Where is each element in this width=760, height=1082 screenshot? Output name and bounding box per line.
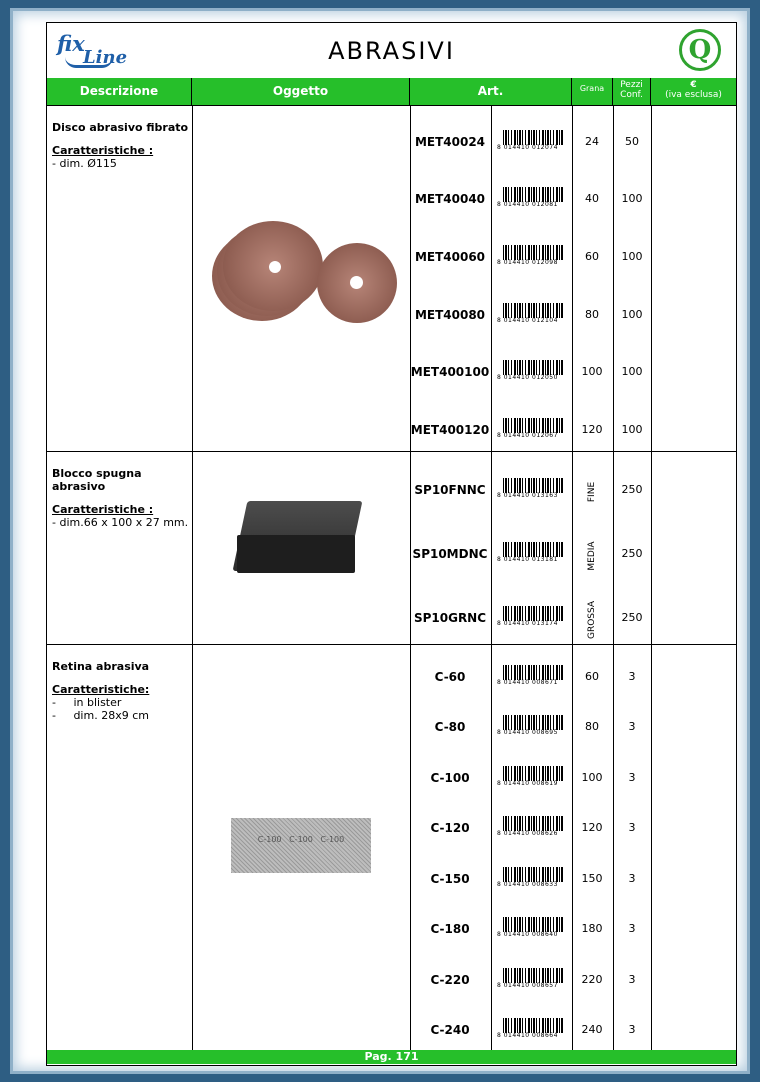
barcode — [495, 418, 567, 440]
article-code: C-120 — [430, 821, 470, 835]
grana-value: 80 — [585, 308, 599, 321]
barcode-bars — [503, 1018, 563, 1033]
spec-item: - dim. 28x9 cm — [52, 709, 149, 722]
barcode — [495, 360, 567, 382]
grana-value: 40 — [585, 192, 599, 205]
barcode — [495, 715, 567, 737]
article-code: MET400100 — [410, 365, 490, 379]
header-bottom-line — [47, 105, 736, 106]
barcode-bars — [503, 968, 563, 983]
pezzi-value: 250 — [621, 483, 643, 496]
spec-item: - dim.66 x 100 x 27 mm. — [52, 516, 189, 529]
logo-text-bottom: Line — [83, 47, 128, 68]
barcode — [495, 130, 567, 152]
grid-line — [572, 105, 573, 1050]
barcode-number: 8 014410 008657 — [497, 982, 558, 989]
barcode-number: 8 014410 008695 — [497, 729, 558, 736]
barcode-number: 8 014410 013163 — [497, 492, 558, 499]
article-code: MET400120 — [410, 423, 490, 437]
article-code: SP10FNNC — [414, 483, 486, 497]
grid-line — [651, 105, 652, 1050]
grana-value: GROSSA — [587, 600, 597, 640]
barcode — [495, 766, 567, 788]
barcode — [495, 187, 567, 209]
mesh-print-text: C-100 C-100 C-100 — [257, 835, 345, 844]
barcode-bars — [503, 130, 563, 145]
col-oggetto: Oggetto — [192, 78, 410, 105]
grana-value: 180 — [581, 922, 603, 935]
characteristics-label: Caratteristiche : — [52, 144, 154, 157]
characteristics-label: Caratteristiche : — [52, 503, 154, 516]
product-name: Disco abrasivo fibrato — [52, 121, 189, 134]
pezzi-value: 3 — [628, 872, 636, 885]
product-name: Blocco spugna — [52, 467, 142, 480]
product-name: Retina abrasiva — [52, 660, 150, 673]
article-code: MET40060 — [414, 250, 486, 264]
barcode-bars — [503, 766, 563, 781]
barcode — [495, 816, 567, 838]
barcode-bars — [503, 303, 563, 318]
product-name-cont: abrasivo — [52, 480, 106, 493]
article-code: SP10MDNC — [412, 547, 488, 561]
section-1-description — [52, 121, 188, 170]
page-frame — [10, 8, 750, 1074]
col-euro: € — [690, 80, 697, 90]
grana-value: 80 — [585, 720, 599, 733]
grana-value: 60 — [585, 250, 599, 263]
barcode-bars — [503, 606, 563, 621]
article-code: C-80 — [434, 720, 466, 734]
pezzi-value: 3 — [628, 771, 636, 784]
barcode-number: 8 014410 013174 — [497, 620, 558, 627]
col-art: Art. — [410, 78, 572, 105]
page-number: Pag. 171 — [47, 1050, 736, 1064]
grana-value: 60 — [585, 670, 599, 683]
barcode-number: 8 014410 012081 — [497, 201, 558, 208]
col-prezzo — [651, 78, 736, 105]
grana-value: 240 — [581, 1023, 603, 1036]
col-grana: Grana — [572, 78, 613, 105]
pezzi-value: 3 — [628, 720, 636, 733]
col-pezzi-line2: Conf. — [620, 90, 643, 100]
grana-value: 150 — [581, 872, 603, 885]
grid-line — [491, 105, 492, 1050]
pezzi-value: 100 — [621, 308, 643, 321]
article-code: C-60 — [434, 670, 466, 684]
barcode-number: 8 014410 008633 — [497, 881, 558, 888]
barcode-number: 8 014410 008640 — [497, 931, 558, 938]
barcode — [495, 245, 567, 267]
page-title: ABRASIVI — [328, 37, 455, 65]
grana-value: 100 — [581, 365, 603, 378]
article-code: MET40080 — [414, 308, 486, 322]
section-2-description — [52, 467, 188, 529]
barcode — [495, 542, 567, 564]
pezzi-value: 3 — [628, 821, 636, 834]
barcode-number: 8 014410 012050 — [497, 374, 558, 381]
article-code: C-150 — [430, 872, 470, 886]
barcode — [495, 478, 567, 500]
barcode-bars — [503, 665, 563, 680]
spec-item: - in blister — [52, 696, 122, 709]
pezzi-value: 3 — [628, 973, 636, 986]
characteristics-label: Caratteristiche: — [52, 683, 150, 696]
barcode — [495, 917, 567, 939]
barcode — [495, 1018, 567, 1040]
pezzi-value: 3 — [628, 1023, 636, 1036]
barcode-bars — [503, 360, 563, 375]
pezzi-value: 50 — [625, 135, 639, 148]
col-iva: (iva esclusa) — [665, 90, 722, 100]
grana-value: MEDIA — [587, 541, 597, 571]
grana-value: 120 — [581, 821, 603, 834]
article-code: C-220 — [430, 973, 470, 987]
barcode-number: 8 014410 008664 — [497, 1032, 558, 1039]
barcode-bars — [503, 478, 563, 493]
grana-value: 120 — [581, 423, 603, 436]
grana-value: 100 — [581, 771, 603, 784]
pezzi-value: 100 — [621, 423, 643, 436]
barcode-bars — [503, 542, 563, 557]
grana-value: FINE — [587, 481, 597, 503]
abrasive-mesh-image — [231, 818, 371, 873]
section-3-description — [52, 660, 149, 722]
barcode-number: 8 014410 008671 — [497, 679, 558, 686]
pezzi-value: 250 — [621, 547, 643, 560]
pezzi-value: 100 — [621, 365, 643, 378]
barcode-bars — [503, 715, 563, 730]
grana-value: 220 — [581, 973, 603, 986]
grid-line — [192, 105, 193, 1050]
article-code: MET40040 — [414, 192, 486, 206]
section-divider — [47, 644, 736, 645]
barcode-bars — [503, 418, 563, 433]
pezzi-value: 250 — [621, 611, 643, 624]
catalog-page — [46, 22, 737, 1066]
barcode-number: 8 014410 008619 — [497, 780, 558, 787]
barcode — [495, 606, 567, 628]
article-code: C-240 — [430, 1023, 470, 1037]
col-descrizione: Descrizione — [47, 78, 192, 105]
pezzi-value: 3 — [628, 922, 636, 935]
col-pezzi — [613, 78, 651, 105]
barcode-number: 8 014410 013181 — [497, 556, 558, 563]
grana-value: 24 — [585, 135, 599, 148]
barcode-bars — [503, 917, 563, 932]
barcode-number: 8 014410 012104 — [497, 317, 558, 324]
barcode — [495, 303, 567, 325]
logo-text-top: fix — [57, 31, 85, 56]
pezzi-value: 100 — [621, 192, 643, 205]
barcode-number: 8 014410 008626 — [497, 830, 558, 837]
pezzi-value: 100 — [621, 250, 643, 263]
pezzi-value: 3 — [628, 670, 636, 683]
barcode-bars — [503, 187, 563, 202]
section-divider — [47, 451, 736, 452]
article-code: C-100 — [430, 771, 470, 785]
article-code: MET40024 — [414, 135, 486, 149]
barcode-number: 8 014410 012098 — [497, 259, 558, 266]
article-code: SP10GRNC — [413, 611, 487, 625]
col-pezzi-line1: Pezzi — [620, 80, 643, 90]
barcode-bars — [503, 867, 563, 882]
barcode — [495, 665, 567, 687]
article-code: C-180 — [430, 922, 470, 936]
barcode — [495, 968, 567, 990]
barcode-number: 8 014410 012067 — [497, 432, 558, 439]
barcode-bars — [503, 816, 563, 831]
grid-line — [410, 105, 411, 1050]
quality-q-icon: Q — [679, 29, 721, 71]
barcode-bars — [503, 245, 563, 260]
grid-line — [613, 105, 614, 1050]
spec-item: - dim. Ø115 — [52, 157, 117, 170]
barcode-number: 8 014410 012074 — [497, 144, 558, 151]
barcode — [495, 867, 567, 889]
